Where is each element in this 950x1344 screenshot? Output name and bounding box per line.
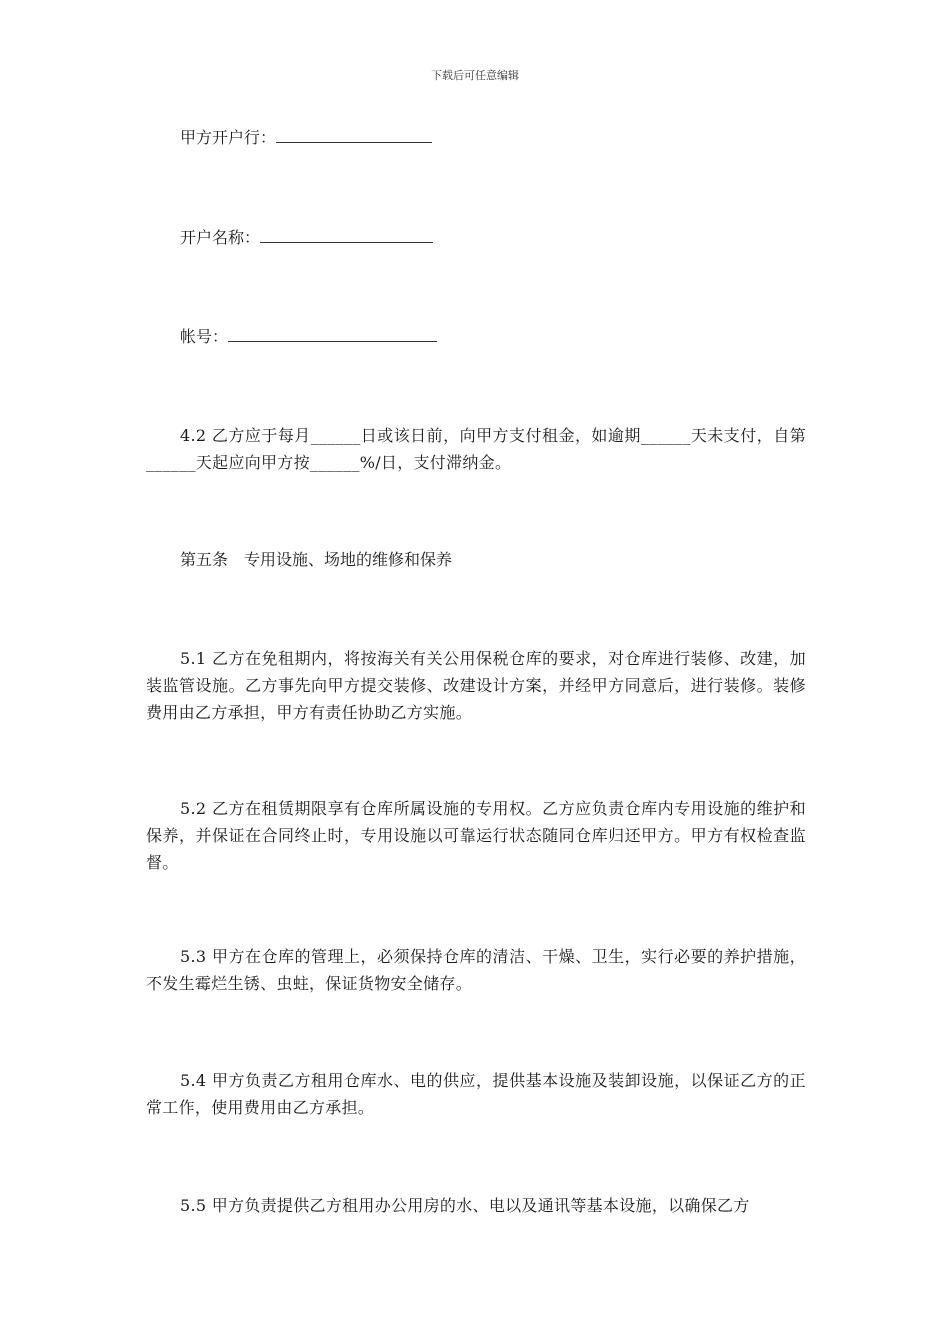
clause-5-5: 5.5 甲方负责提供乙方租用办公用房的水、电以及通讯等基本设施，以确保乙方 xyxy=(180,1196,750,1215)
account-number-blank xyxy=(228,327,437,342)
clause-5-2: 5.2 乙方在租赁期限享有仓库所属设施的专用权。乙方应负责仓库内专用设施的维护和保养，并保证在合同终止时，专用设施以可靠运行状态随同仓库归还甲方。甲方有权检查监督。 xyxy=(146,799,806,872)
clause-5-1: 5.1 乙方在免租期内，将按海关有关公用保税仓库的要求，对仓库进行装修、改建，加装监管设施。乙方事先向甲方提交装修、改建设计方案，并经甲方同意后，进行装修。装修费用由乙方承担，甲方有责任协助乙方实施。 xyxy=(146,649,806,722)
account-number-label: 帐号： xyxy=(180,327,229,346)
account-name-label: 开户名称： xyxy=(180,228,261,247)
clause-4-2: 4.2 乙方应于每月______日或该日前，向甲方支付租金，如逾期______天未支付，自第______天起应向甲方按______%/日，支付滞纳金。 xyxy=(146,426,806,472)
bank-blank xyxy=(276,128,432,143)
account-number-field xyxy=(180,327,437,347)
account-name-blank xyxy=(260,228,433,243)
clause-5-4: 5.4 甲方负责乙方租用仓库水、电的供应，提供基本设施及装卸设施，以保证乙方的正常工作，使用费用由乙方承担。 xyxy=(146,1071,806,1117)
bank-field xyxy=(180,128,432,148)
page-header-note: 下载后可任意编辑 xyxy=(431,69,519,82)
bank-label: 甲方开户行： xyxy=(180,128,277,147)
article-5-title: 第五条 专用设施、场地的维修和保养 xyxy=(180,550,453,569)
clause-5-3: 5.3 甲方在仓库的管理上，必须保持仓库的清洁、干燥、卫生，实行必要的养护措施，不发生霉烂生锈、虫蛀，保证货物安全储存。 xyxy=(146,947,806,993)
account-name-field xyxy=(180,228,433,248)
